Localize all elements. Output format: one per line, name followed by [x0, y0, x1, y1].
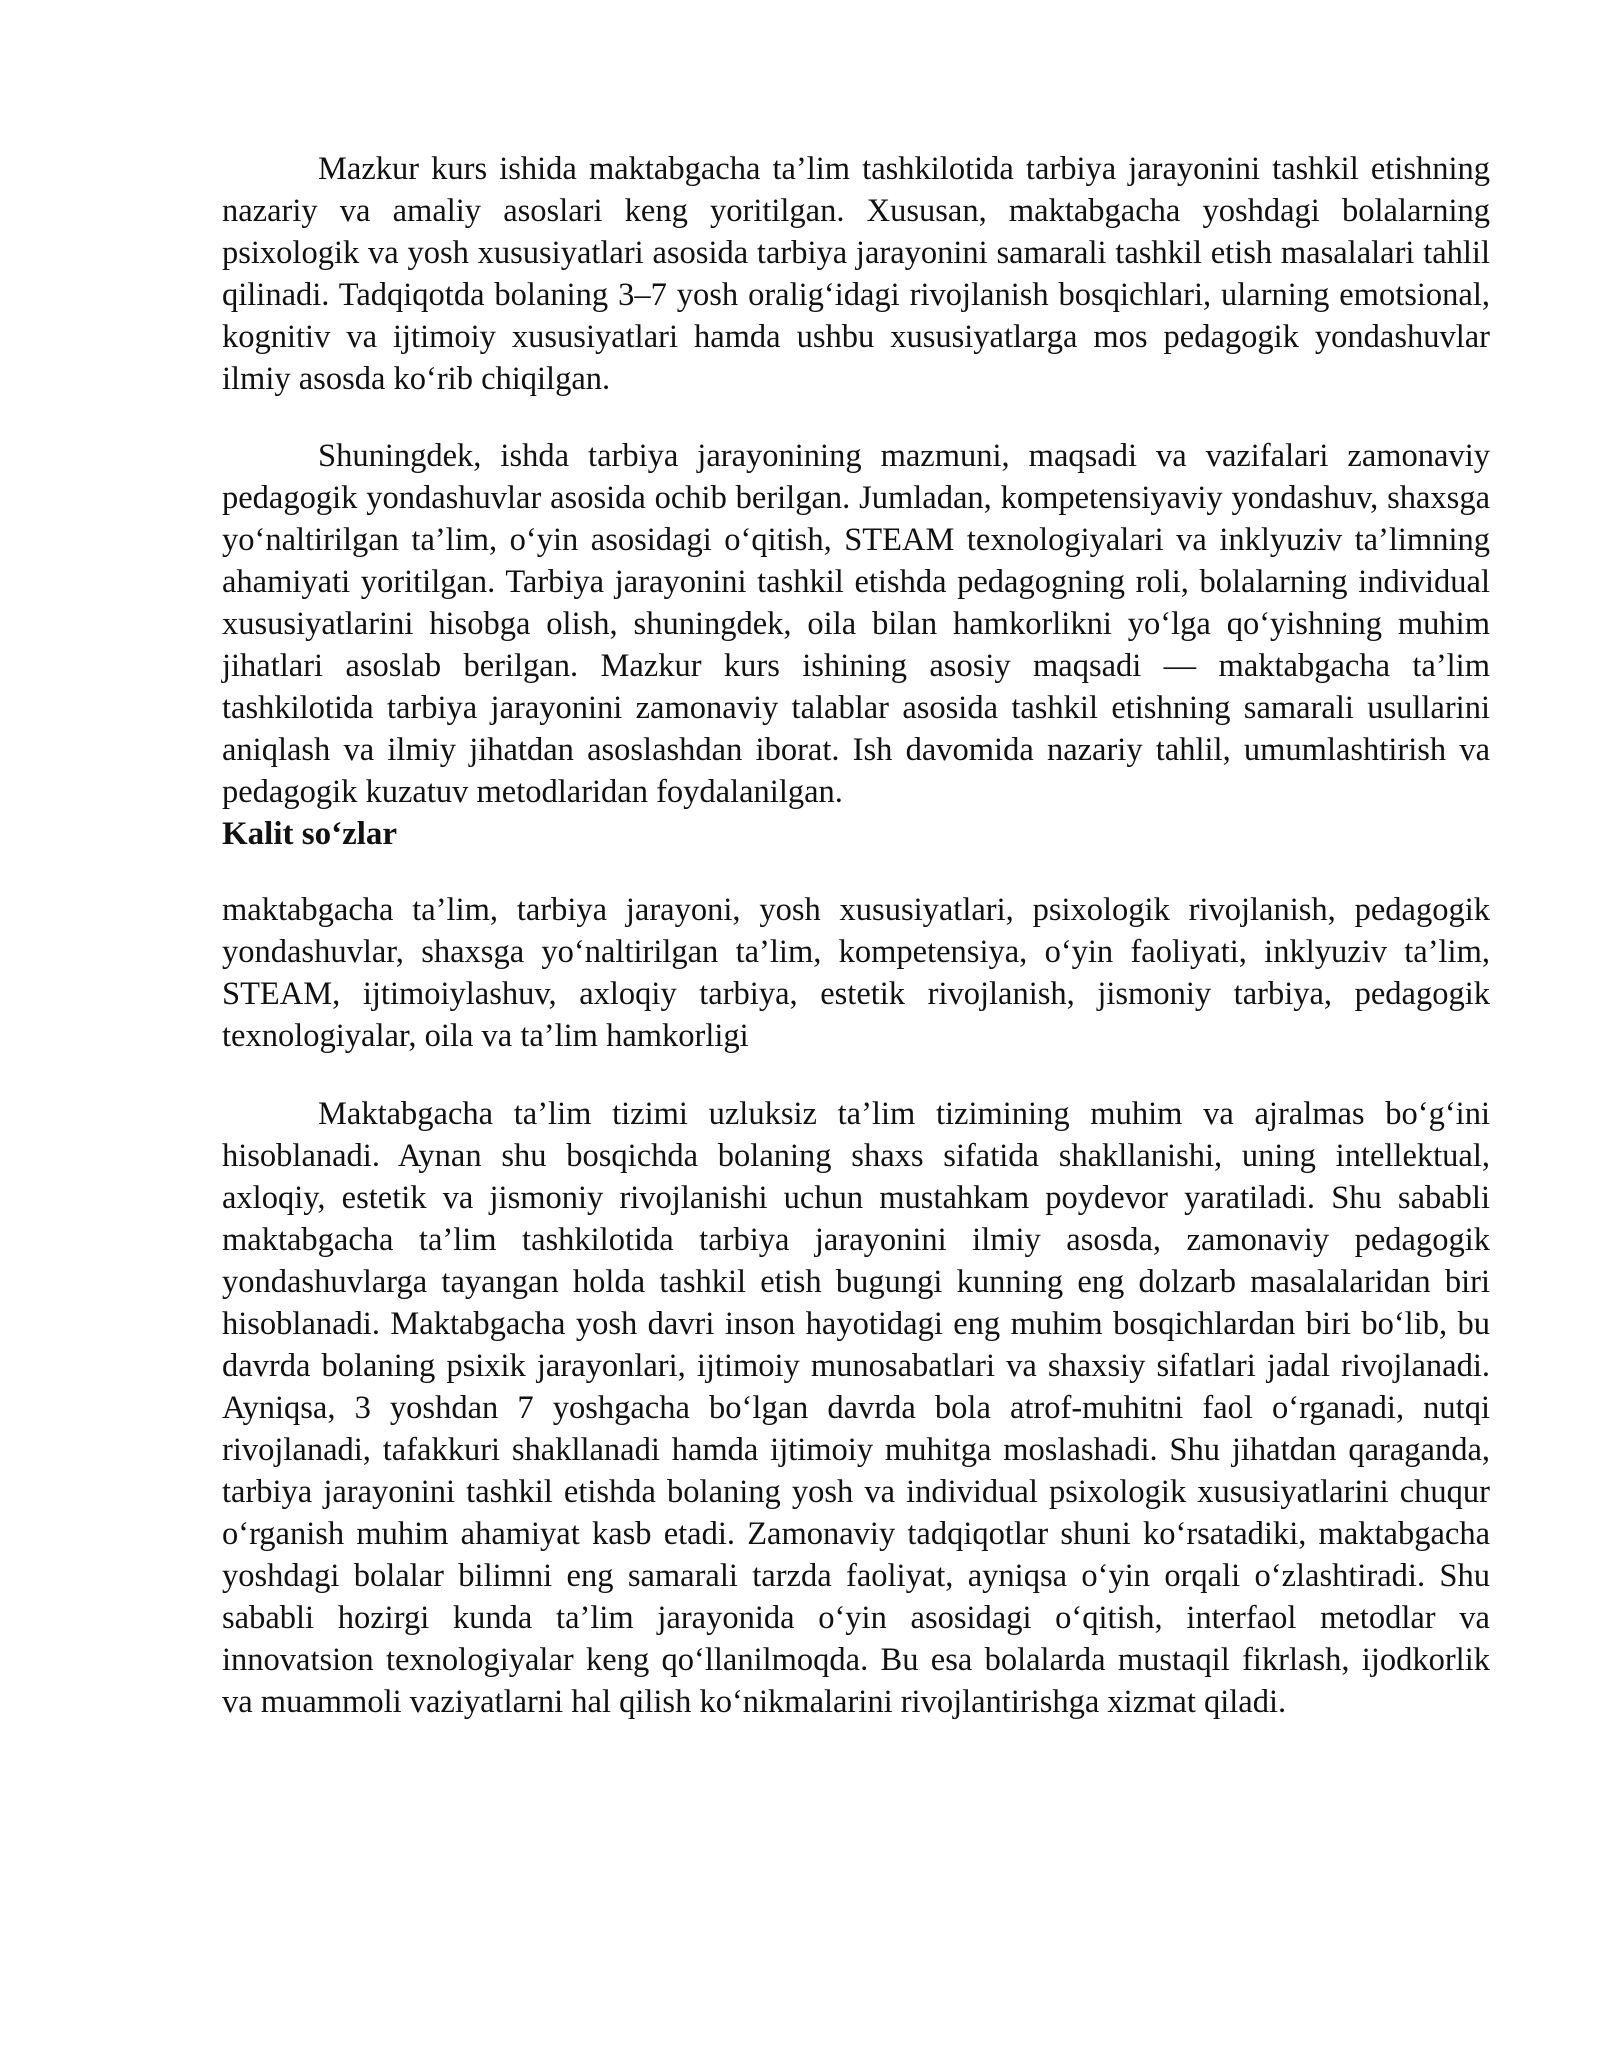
abstract-paragraph-1: Mazkur kurs ishida maktabgacha ta’lim tashkilotida tarbiya jarayonini tashkil etishning nazariy va amaliy asoslari keng yoritilgan. Xususan, maktabgacha yoshdagi bolalarning psixologik va yosh xususiyatlari asosida tarbiya jarayonini samarali tashkil etish masalalari tahlil qilinadi. Tadqiqotda bolaning 3–7 yosh oralig‘idagi rivojlanish bosqichlari, ularning emotsional, kognitiv va ijtimoiy xususiyatlari hamda ushbu xususiyatlarga mos pedagogik yondashuvlar ilmiy asosda ko‘rib chiqilgan.: [222, 151, 1490, 397]
keywords-list: maktabgacha ta’lim, tarbiya jarayoni, yosh xususiyatlari, psixologik rivojlanish, pedagogik yondashuvlar, shaxsga yo‘naltirilgan ta’lim, kompetensiya, o‘yin faoliyati, inklyuziv ta’lim, STEAM, ijtimoiylashuv, axloqiy tarbiya, estetik rivojlanish, jismoniy tarbiya, pedagogik texnologiyalar, oila va ta’lim hamkorligi: [222, 892, 1490, 1054]
keywords-heading: Kalit so‘zlar: [222, 816, 398, 852]
document-page: [222, 148, 1490, 1723]
introduction-paragraph: Maktabgacha ta’lim tizimi uzluksiz ta’lim tizimining muhim va ajralmas bo‘g‘ini hisoblanadi. Aynan shu bosqichda bolaning shaxs sifatida shakllanishi, uning intellektual, axloqiy, estetik va jismoniy rivojlanishi uchun mustahkam poydevor yaratiladi. Shu sababli maktabgacha ta’lim tashkilotida tarbiya jarayonini ilmiy asosda, zamonaviy pedagogik yondashuvlarga tayangan holda tashkil etish bugungi kunning eng dolzarb masalalaridan biri hisoblanadi. Maktabgacha yosh davri inson hayotidagi eng muhim bosqichlardan biri bo‘lib, bu davrda bolaning psixik jarayonlari, ijtimoiy munosabatlari va shaxsiy sifatlari jadal rivojlanadi. Ayniqsa, 3 yoshdan 7 yoshgacha bo‘lgan davrda bola atrof-muhitni faol o‘rganadi, nutqi rivojlanadi, tafakkuri shakllanadi hamda ijtimoiy muhitga moslashadi. Shu jihatdan qaraganda, tarbiya jarayonini tashkil etishda bolaning yosh va individual psixologik xususiyatlarini chuqur o‘rganish muhim ahamiyat kasb etadi. Zamonaviy tadqiqotlar shuni ko‘rsatadiki, maktabgacha yoshdagi bolalar bilimni eng samarali tarzda faoliyat, ayniqsa o‘yin orqali o‘zlashtiradi. Shu sababli hozirgi kunda ta’lim jarayonida o‘yin asosidagi o‘qitish, interfaol metodlar va innovatsion texnologiyalar keng qo‘llanilmoqda. Bu esa bolalarda mustaqil fikrlash, ijodkorlik va muammoli vaziyatlarni hal qilish ko‘nikmalarini rivojlantirishga xizmat qiladi.: [222, 1096, 1490, 1720]
abstract-paragraph-2: Shuningdek, ishda tarbiya jarayonining mazmuni, maqsadi va vazifalari zamonaviy pedagogik yondashuvlar asosida ochib berilgan. Jumladan, kompetensiyaviy yondashuv, shaxsga yo‘naltirilgan ta’lim, o‘yin asosidagi o‘qitish, STEAM texnologiyalari va inklyuziv ta’limning ahamiyati yoritilgan. Tarbiya jarayonini tashkil etishda pedagogning roli, bolalarning individual xususiyatlarini hisobga olish, shuningdek, oila bilan hamkorlikni yo‘lga qo‘yishning muhim jihatlari asoslab berilgan. Mazkur kurs ishining asosiy maqsadi — maktabgacha ta’lim tashkilotida tarbiya jarayonini zamonaviy talablar asosida tashkil etishning samarali usullarini aniqlash va ilmiy jihatdan asoslashdan iborat. Ish davomida nazariy tahlil, umumlashtirish va pedagogik kuzatuv metodlaridan foydalanilgan.: [222, 438, 1490, 810]
